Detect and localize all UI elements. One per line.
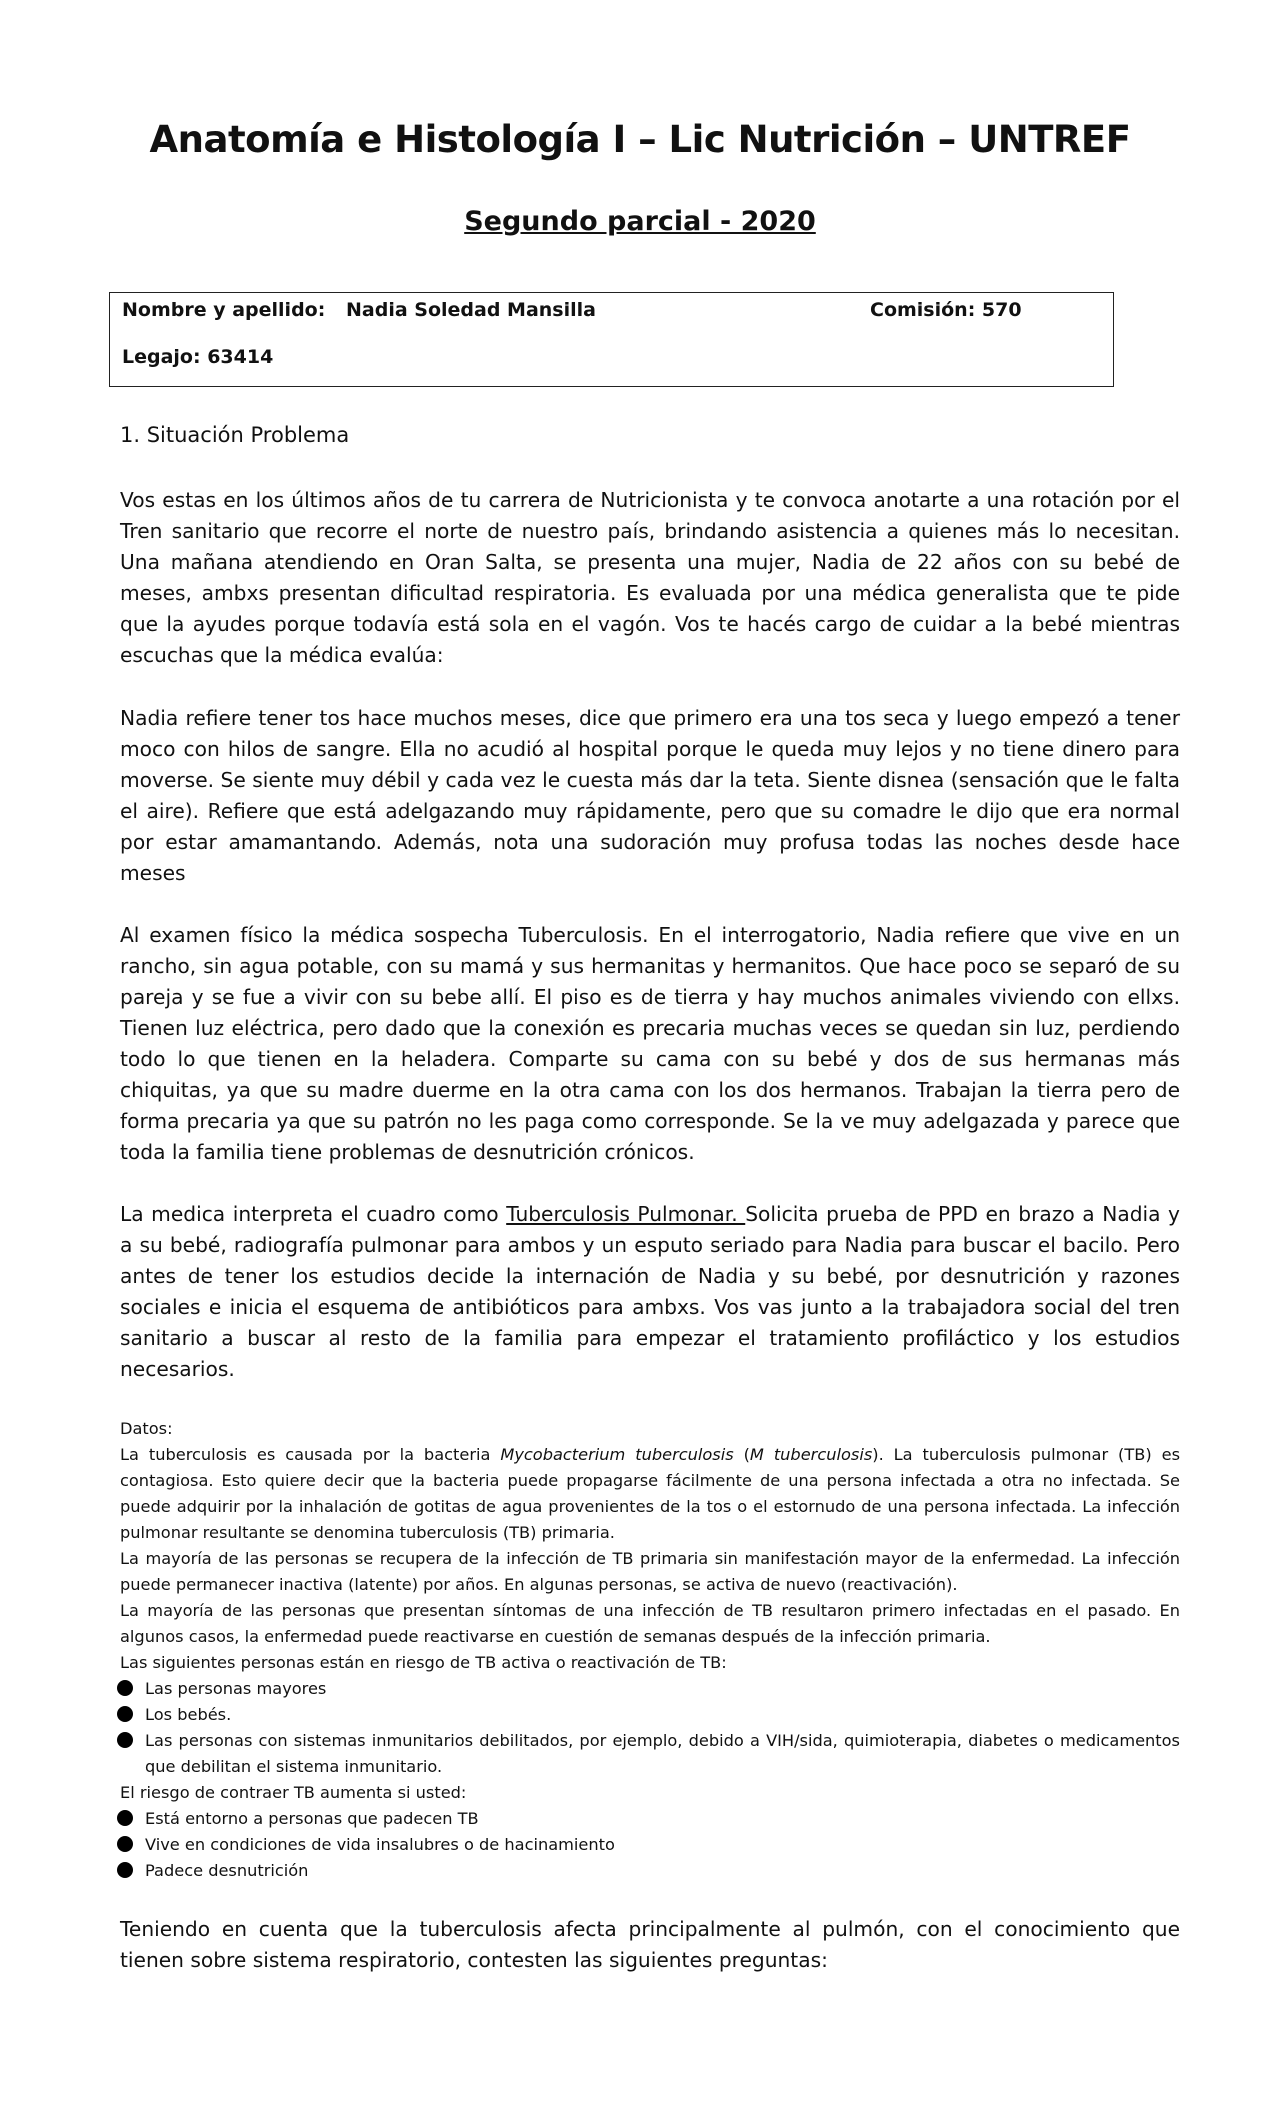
paragraph-symptoms: Nadia refiere tener tos hace muchos meses, dice que primero era una tos seca y luego empezó a tener moco con hilos de sangre. Ella no acudió al hospital porque le queda muy lejos y no tiene dinero para moverse. Se siente muy débil y cada vez le cuesta más dar la teta. Siente disnea (sensación que le falta el aire). Refiere que está adelgazando muy rápidamente, pero que su comadre le dijo que era normal por estar amamantando. Además, nota una sudoración muy profusa todas las noches desde hace meses — [120, 706, 1180, 885]
name-label: Nombre y apellido: — [122, 299, 326, 321]
list-item-text: Las personas mayores — [145, 1679, 327, 1698]
list-item — [120, 1676, 1180, 1702]
document-subtitle — [0, 206, 1280, 237]
datos-paragraph-3: La mayoría de las personas que presentan síntomas de una infección de TB resultaron primero infectadas en el pasado. En algunos casos, la enfermedad puede reactivarse en cuestión de semanas después de la infección primaria. — [120, 1601, 1180, 1646]
risk-list — [120, 1676, 1180, 1780]
list-item-text: Los bebés. — [145, 1705, 232, 1724]
list-item — [120, 1728, 1180, 1780]
diagnosis-text-before: La medica interpreta el cuadro como — [120, 1202, 507, 1226]
closing-paragraph: Teniendo en cuenta que la tuberculosis afecta principalmente al pulmón, con el conocimiento que tienen sobre sistema respiratorio, contesten las siguientes preguntas: — [120, 1917, 1180, 1972]
datos-italic: M tuberculosis — [749, 1445, 873, 1464]
datos-heading: Datos: — [120, 1419, 173, 1438]
list-item-text: Padece desnutrición — [145, 1861, 309, 1880]
paragraph-intro: Vos estas en los últimos años de tu carrera de Nutricionista y te convoca anotarte a una rotación por el Tren sanitario que recorre el norte de nuestro país, brindando asistencia a quienes más lo necesitan. Una mañana atendiendo en Oran Salta, se presenta una mujer, Nadia de 22 años con su bebé de meses, ambxs presentan dificultad respiratoria. Es evaluada por una médica generalista que te pide que la ayudes porque todavía está sola en el vagón. Vos te hacés cargo de cuidar a la bebé mientras escuchas que la médica evalúa: — [120, 488, 1180, 667]
name-value: Nadia Soledad Mansilla — [346, 299, 596, 321]
list-item — [120, 1806, 1180, 1832]
section-title: 1. Situación Problema — [120, 423, 350, 447]
bullet-icon — [117, 1732, 133, 1748]
bullet-icon — [117, 1706, 133, 1722]
legajo: Legajo: 63414 — [122, 346, 274, 368]
diagnosis-text-after: Solicita prueba de PPD en brazo a Nadia y a su bebé, radiografía pulmonar para ambos y un esputo seriado para Nadia para buscar el bacilo. Pero antes de tener los estudios decide la internación de Nadia y su bebé, por desnutrición y razones sociales e inicia el esquema de antibióticos para ambxs. Vos vas junto a la trabajadora social del tren sanitario a buscar al resto de la familia para empezar el tratamiento profiláctico y los estudios necesarios. — [120, 1202, 1180, 1381]
datos-paragraph-1 — [120, 1442, 1180, 1546]
paragraph-diagnosis — [120, 1199, 1180, 1385]
datos-paragraph-2: La mayoría de las personas se recupera de la infección de TB primaria sin manifestación mayor de la enfermedad. La infección puede permanecer inactiva (latente) por años. En algunas personas, se activa de nuevo (reactivación). — [120, 1549, 1180, 1594]
list-item — [120, 1702, 1180, 1728]
list-item — [120, 1832, 1180, 1858]
increase-intro: El riesgo de contraer TB aumenta si usted: — [120, 1783, 467, 1802]
student-info-box — [109, 292, 1114, 387]
list-item — [120, 1858, 1180, 1884]
risk-intro: Las siguientes personas están en riesgo de TB activa o reactivación de TB: — [120, 1653, 727, 1672]
bullet-icon — [117, 1810, 133, 1826]
increase-list — [120, 1806, 1180, 1884]
bullet-icon — [117, 1680, 133, 1696]
datos-text: ). La tuberculosis pulmonar (TB) es contagiosa. Esto quiere decir que la bacteria puede propagarse fácilmente de una persona infectada a otra no infectada. Se puede adquirir por la inhalación de gotitas de agua provenientes de la tos o el estornudo de una persona infectada. La infección pulmonar resultante se denomina tuberculosis (TB) primaria. — [120, 1445, 1180, 1542]
list-item-text: Las personas con sistemas inmunitarios debilitados, por ejemplo, debido a VIH/sida, quimioterapia, diabetes o medicamentos que debilitan el sistema inmunitario. — [145, 1731, 1180, 1776]
datos-text: ( — [733, 1445, 750, 1464]
diagnosis-underlined: Tuberculosis Pulmonar. — [506, 1202, 746, 1226]
datos-text: La tuberculosis es causada por la bacteria — [120, 1445, 501, 1464]
list-item-text: Vive en condiciones de vida insalubres o de hacinamiento — [145, 1835, 615, 1854]
subtitle-text: Segundo parcial - 2020 — [464, 206, 816, 237]
document-title: Anatomía e Histología I – Lic Nutrición – UNTREF — [149, 118, 1131, 161]
commission: Comisión: 570 — [870, 299, 1022, 321]
datos-italic: Mycobacterium tuberculosis — [500, 1445, 734, 1464]
list-item-text: Está entorno a personas que padecen TB — [145, 1809, 479, 1828]
paragraph-exam: Al examen físico la médica sospecha Tuberculosis. En el interrogatorio, Nadia refiere que vive en un rancho, sin agua potable, con su mamá y sus hermanitas y hermanitos. Que hace poco se separó de su pareja y se fue a vivir con su bebe allí. El piso es de tierra y hay muchos animales viviendo con ellxs. Tienen luz eléctrica, pero dado que la conexión es precaria muchas veces se quedan sin luz, perdiendo todo lo que tienen en la heladera. Comparte su cama con su bebé y dos de sus hermanas más chiquitas, ya que su madre duerme en la otra cama con los dos hermanos. Trabajan la tierra pero de forma precaria ya que su patrón no les paga como corresponde. Se la ve muy adelgazada y parece que toda la familia tiene problemas de desnutrición crónicos. — [120, 923, 1180, 1164]
bullet-icon — [117, 1836, 133, 1852]
bullet-icon — [117, 1862, 133, 1878]
datos-section — [120, 1416, 1180, 1884]
